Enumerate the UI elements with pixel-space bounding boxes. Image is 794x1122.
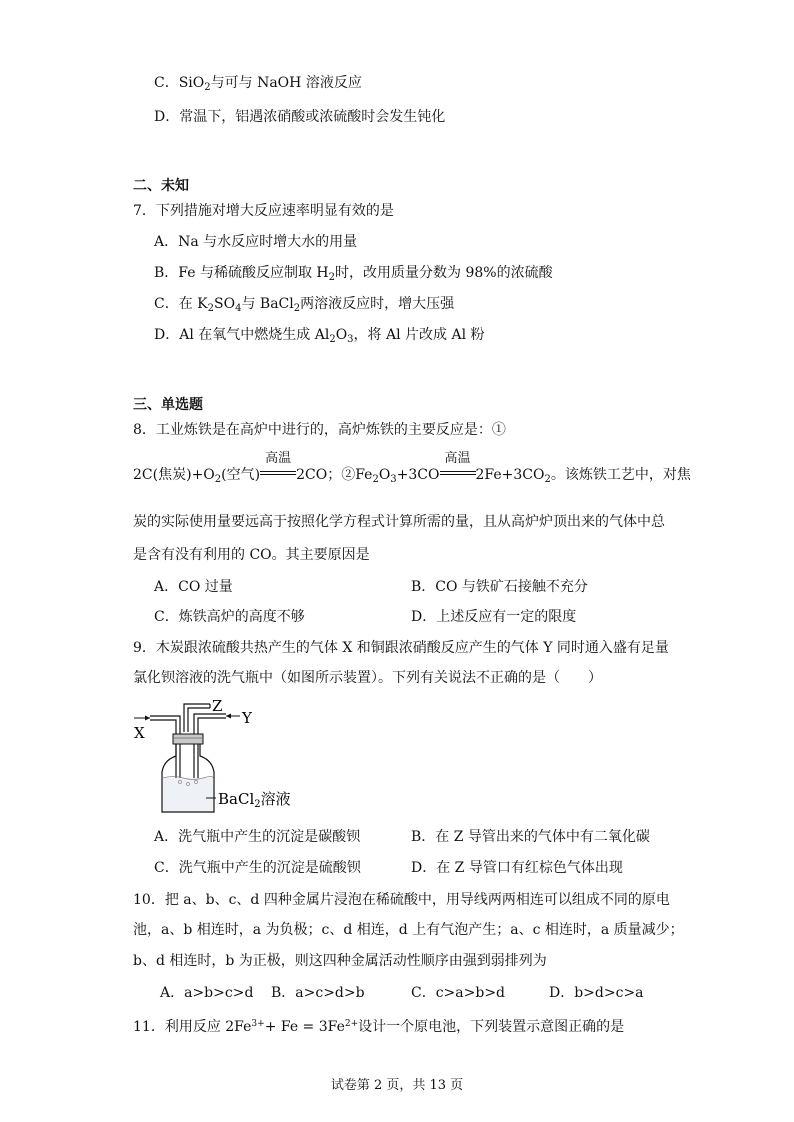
q8-option-a: A．CO 过量 [154, 579, 233, 595]
reaction-condition-2: 高温 [440, 466, 476, 484]
q6-option-c: C．SiO$_2$与可与 NaOH 溶液反应 [154, 75, 362, 93]
q9-stem-line1: 9．木炭跟浓硫酸共热产生的气体 X 和铜跟浓硝酸反应产生的气体 Y 同时通入盛有足量 [133, 640, 669, 656]
q7-option-d: D．Al 在氧气中燃烧生成 $Al_2O_3$，将 Al 片改成 Al 粉 [154, 327, 485, 345]
section-title-single-choice: 三、单选题 [133, 397, 203, 413]
q10-option-b: B．a>c>d>b [271, 985, 365, 1001]
q8-stem-line3: 炭的实际使用量要远高于按照化学方程式计算所需的量，且从高炉炉顶出来的气体中总 [133, 514, 665, 530]
q7-stem: 7．下列措施对增大反应速率明显有效的是 [133, 203, 394, 219]
gas-washing-bottle-figure [128, 700, 318, 815]
q8-option-c: C．炼铁高炉的高度不够 [154, 609, 305, 625]
q10-stem-line2: 池，a、b 相连时，a 为负极；c、d 相连，d 上有气泡产生；a、c 相连时，a 质量减少； [133, 922, 684, 938]
q10-stem-line3: b、d 相连时，b 为正极，则这四种金属活动性顺序由强到弱排列为 [133, 953, 547, 969]
q9-option-c: C．洗气瓶中产生的沉淀是硫酸钡 [154, 860, 361, 876]
q8-option-d: D．上述反应有一定的限度 [411, 609, 577, 625]
label-z: Z [212, 700, 223, 715]
q10-option-d: D．b>d>c>a [549, 985, 644, 1001]
arrow-y-icon [226, 714, 231, 719]
page-footer: 试卷第 2 页，共 13 页 [330, 1078, 464, 1093]
q9-stem-line2: 氯化钡溶液的洗气瓶中（如图所示装置）。下列有关说法不正确的是（ ） [133, 670, 602, 686]
q7-option-c: C．在 $K_2SO_4$与 BaCl$_2$两溶液反应时，增大压强 [154, 296, 455, 314]
stopper [173, 734, 203, 744]
q9-option-b: B．在 Z 导管出来的气体中有二氧化碳 [411, 829, 650, 845]
q8-option-b: B．CO 与铁矿石接触不充分 [411, 579, 588, 595]
q7-option-b: B．Fe 与稀硫酸反应制取 $H_2$时，改用质量分数为 98%的浓硫酸 [154, 265, 553, 283]
q8-stem-line4: 是含有没有利用的 CO。其主要原因是 [133, 547, 370, 563]
q7-option-a: A．Na 与水反应时增大水的用量 [154, 234, 358, 250]
q9-option-d: D．在 Z 导管口有红棕色气体出现 [411, 860, 623, 876]
q8-equations: 2C(焦炭)$+O_2$(空气) 高温 2CO；$②Fe_2O_3+3CO$ 高温 $2Fe+3CO_2$。该炼铁工艺中，对焦 [133, 451, 691, 485]
reaction-condition-1: 高温 [260, 466, 296, 484]
q10-option-a: A．a>b>c>d [160, 985, 254, 1001]
label-y: Y [242, 709, 252, 727]
q11-stem: 11．利用反应 $2Fe^{3+}+ Fe = 3Fe^{2+}$设计一个原电池，下列装置示意图正确的是 [133, 1019, 625, 1035]
arrow-x-icon [145, 716, 150, 721]
section-title-unknown: 二、未知 [133, 178, 189, 194]
q6-option-d: D．常温下，铝遇浓硝酸或浓硫酸时会发生钝化 [154, 109, 446, 125]
label-bacl2-solution: BaCl$_2$溶液 [218, 790, 291, 810]
q8-stem: 8．工业炼铁是在高炉中进行的，高炉炼铁的主要反应是：① [133, 422, 506, 438]
q10-option-c: C．c>a>b>d [411, 985, 506, 1001]
q9-option-a: A．洗气瓶中产生的沉淀是碳酸钡 [154, 829, 361, 845]
label-x: X [134, 724, 145, 742]
q10-stem-line1: 10．把 a、b、c、d 四种金属片浸泡在稀硫酸中，用导线两两相连可以组成不同的原电 [133, 892, 670, 908]
